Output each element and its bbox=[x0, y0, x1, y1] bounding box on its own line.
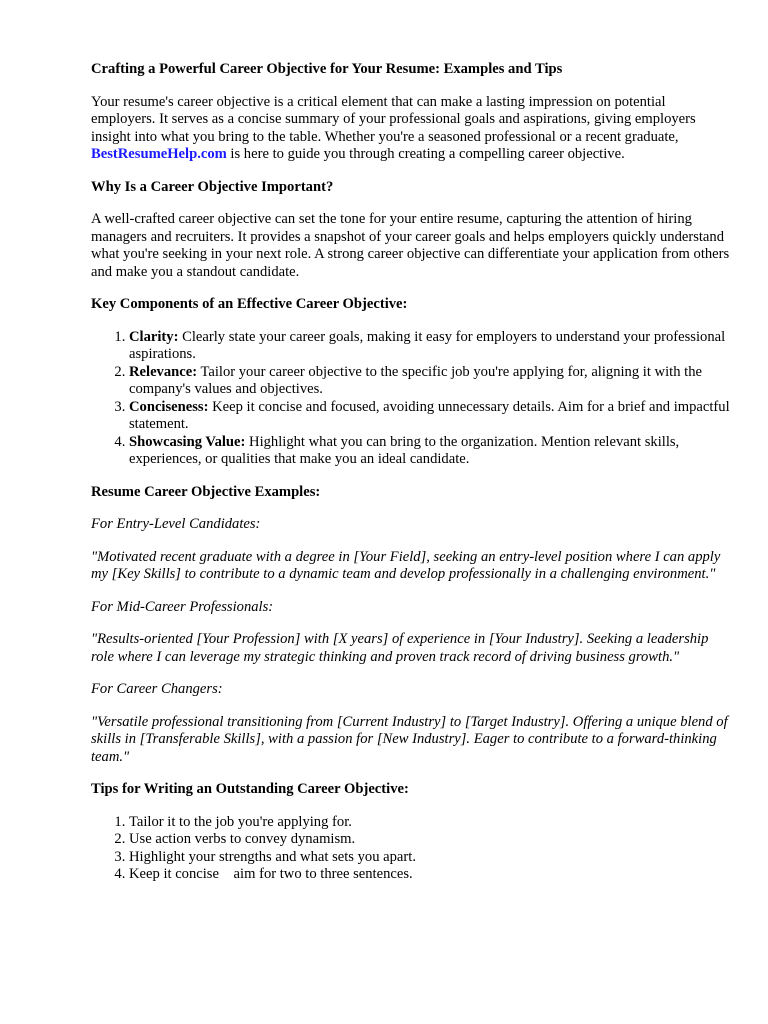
tip-text: Tailor it to the job you're applying for. bbox=[129, 813, 352, 830]
list-item-text: Tailor your career objective to the specific job you're applying for, aligning it with the company's values and objectives. bbox=[129, 363, 702, 397]
example-quote-entry-level: "Motivated recent graduate with a degree in [Your Field], seeking an entry-level position where I can apply my [Key Skills] to contribute to a dynamic team and develop professionally in a challenging environment." bbox=[91, 548, 721, 582]
tip-text: Keep it concise aim for two to three sentences. bbox=[129, 866, 413, 882]
tip-text: Highlight your strengths and what sets you apart. bbox=[129, 848, 416, 865]
list-item bbox=[129, 399, 730, 434]
example-label-career-changers: For Career Changers: bbox=[91, 681, 223, 697]
tips-heading: Tips for Writing an Outstanding Career Objective: bbox=[91, 781, 409, 797]
list-item-term: Conciseness: bbox=[129, 398, 209, 415]
examples-heading: Resume Career Objective Examples: bbox=[91, 483, 321, 500]
key-components-list bbox=[91, 329, 730, 469]
why-heading: Why Is a Career Objective Important? bbox=[91, 178, 334, 195]
intro-text-after-link: is here to guide you through creating a compelling career objective. bbox=[226, 146, 625, 162]
key-components-heading: Key Components of an Effective Career Objective: bbox=[91, 296, 408, 312]
list-item-text: Keep it concise and focused, avoiding unnecessary details. Aim for a brief and impactful statement. bbox=[129, 398, 730, 432]
tip-text: Use action verbs to convey dynamism. bbox=[129, 831, 356, 847]
why-paragraph: A well-crafted career objective can set the tone for your entire resume, capturing the attention of hiring managers and recruiters. It provides a snapshot of your career goals and helps employers quickly understand what you're seeking in your next role. A strong career objective can differentiate your application from others and make you a standout candidate. bbox=[91, 211, 730, 280]
list-item-term: Clarity: bbox=[129, 328, 179, 345]
bestresumehelp-link[interactable]: BestResumeHelp.com bbox=[91, 146, 227, 162]
list-item bbox=[129, 849, 730, 867]
list-item-text: Clearly state your career goals, making it easy for employers to understand your professional aspirations. bbox=[129, 328, 726, 362]
list-item bbox=[129, 364, 730, 399]
tips-list bbox=[91, 814, 730, 884]
intro-paragraph bbox=[91, 94, 730, 164]
list-item-term: Relevance: bbox=[129, 363, 198, 380]
list-item bbox=[129, 831, 730, 849]
list-item bbox=[129, 814, 730, 832]
example-quote-career-changers: "Versatile professional transitioning from [Current Industry] to [Target Industry]. Offering a unique blend of skills in [Transferable Skills], with a passion for [New Industry]. Eager to contribute to a forward-thinking team." bbox=[91, 713, 728, 765]
list-item-text: Highlight what you can bring to the organization. Mention relevant skills, experiences, or qualities that make you an ideal candidate. bbox=[129, 433, 680, 467]
example-label-entry-level: For Entry-Level Candidates: bbox=[91, 516, 261, 532]
intro-text-before-link: Your resume's career objective is a critical element that can make a lasting impression on potential employers. It serves as a concise summary of your professional goals and aspirations, giving employers insight into what you bring to the table. Whether you're a seasoned professional or a recent graduate, bbox=[91, 93, 696, 145]
example-label-mid-career: For Mid-Career Professionals: bbox=[91, 598, 274, 615]
list-item bbox=[129, 329, 730, 364]
example-quote-mid-career: "Results-oriented [Your Profession] with [X years] of experience in [Your Industry]. Seeking a leadership role where I can leverage my strategic thinking and proven track record of driving business growth." bbox=[91, 631, 709, 665]
document-title: Crafting a Powerful Career Objective for Your Resume: Examples and Tips bbox=[91, 61, 563, 77]
list-item bbox=[129, 866, 730, 884]
list-item-term: Showcasing Value: bbox=[129, 433, 246, 450]
list-item bbox=[129, 434, 730, 469]
